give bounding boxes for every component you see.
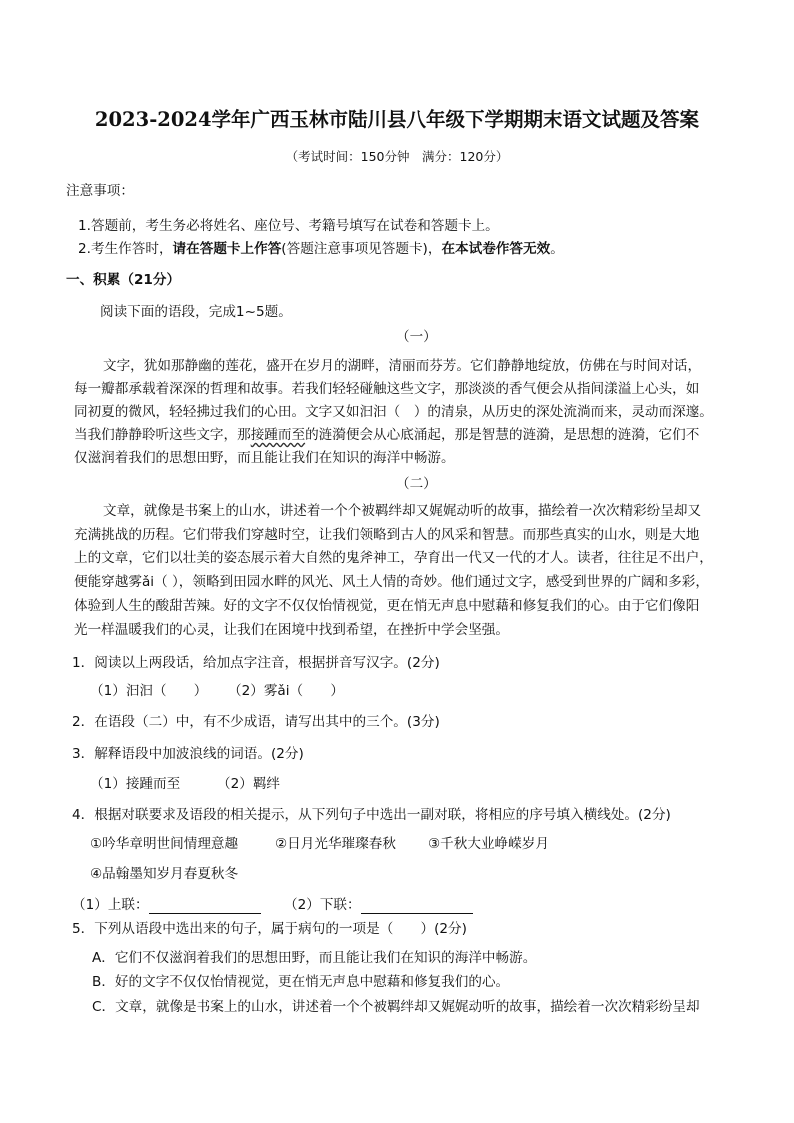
paragraph-line: 同初夏的微风，轻轻拂过我们的心田。文字又如汩汩（ ）的清泉，从历史的深处流淌而来，灵动而深邃。 <box>74 404 713 420</box>
label: （2）下联： <box>284 897 361 913</box>
notice-item-1: 1.答题前，考生务必将姓名、座位号、考籍号填写在试卷和答题卡上。 <box>78 218 499 234</box>
notice-text: 。 <box>550 241 564 257</box>
part2-label: （二） <box>396 476 437 492</box>
paragraph-line: 上的文章，它们以壮美的姿态展示着大自然的鬼斧神工，孕育出一代又一代的才人。读者，往往足不出户， <box>74 550 713 566</box>
paragraph-line: 体验到人生的酸甜苦辣。好的文字不仅仅怡情视觉，更在悄无声息中慰藉和修复我们的心。由于它们像阳 <box>74 598 700 614</box>
question-3-part-1: （1）接踵而至 <box>90 776 181 792</box>
question-1: 1．阅读以上两段话，给加点字注音，根据拼音写汉字。(2分) <box>72 655 440 671</box>
option: ①吟华章明世间情理意趣 <box>90 836 239 852</box>
text: 当我们静静聆听这些文字，那 <box>74 427 251 443</box>
notice-bold: 请在答题卡上作答 <box>172 241 282 257</box>
paragraph-line: 文字，犹如那静幽的莲花，盛开在岁月的湖畔，清丽而芬芳。它们静静地绽放，仿佛在与时间对话， <box>103 358 702 374</box>
document-title: 2023-2024学年广西玉林市陆川县八年级下学期期末语文试题及答案 <box>94 108 700 131</box>
paragraph-line: 充满挑战的历程。它们带我们穿越时空，让我们领略到古人的风采和智慧。而那些真实的山水，则是大地 <box>74 527 700 543</box>
paragraph-line: 光一样温暖我们的心灵，让我们在困境中找到希望，在挫折中学会坚强。 <box>74 622 509 638</box>
answer-blank-upper[interactable] <box>149 899 261 914</box>
notice-heading: 注意事项： <box>66 183 134 199</box>
notice-item-2 <box>78 240 564 258</box>
question-2: 2．在语段（二）中，有不少成语，请写出其中的三个。(3分) <box>72 714 440 730</box>
label: （1）上联： <box>72 897 149 913</box>
paragraph-line: 文章，就像是书案上的山水，讲述着一个个被羁绊却又娓娓动听的故事，描绘着一次次精彩纷呈却又 <box>103 503 702 519</box>
option: C．文章，就像是书案上的山水，讲述着一个个被羁绊却又娓娓动听的故事，描绘着一次次精彩纷呈却 <box>92 999 700 1015</box>
section-intro: 阅读下面的语段，完成1~5题。 <box>100 304 292 320</box>
question-3: 3．解释语段中加波浪线的词语。(2分) <box>72 746 304 762</box>
paragraph-line: 便能穿越雾ǎi（ ），领略到田园水畔的风光、风土人情的奇妙。他们通过文字，感受到世界的广阔和多彩， <box>74 574 709 590</box>
option: A．它们不仅滋润着我们的思想田野，而且能让我们在知识的海洋中畅游。 <box>92 950 537 966</box>
question-1-part-1: （1）汩汩（ ） <box>90 683 208 699</box>
paragraph-line: 仅滋润着我们的思想田野，而且能让我们在知识的海洋中畅游。 <box>74 450 455 466</box>
paragraph-line: 每一瓣都承载着深深的哲理和故事。若我们轻轻碰触这些文字，那淡淡的香气便会从指间漾溢上心头，如 <box>74 381 700 397</box>
notice-text: 2.考生作答时， <box>78 241 173 257</box>
notice-bold: 在本试卷作答无效 <box>441 241 551 257</box>
option: B．好的文字不仅仅怡情视觉，更在悄无声息中慰藉和修复我们的心。 <box>92 974 510 990</box>
question-3-part-2: （2）羁绊 <box>217 776 281 792</box>
answer-blank-lower[interactable] <box>361 899 473 914</box>
part1-label: （一） <box>396 329 437 345</box>
question-4: 4．根据对联要求及语段的相关提示，从下列句子中选出一副对联，将相应的序号填入横线处。(2分) <box>72 807 671 823</box>
option: ③千秋大业峥嵘岁月 <box>428 836 549 852</box>
question-1-part-2: （2）雾ǎi（ ） <box>228 683 344 699</box>
text: 的涟漪便会从心底涌起，那是智慧的涟漪，是思想的涟漪，它们不 <box>305 427 700 443</box>
section-heading: 一、积累（21分） <box>66 272 181 288</box>
answer-lower <box>284 896 473 914</box>
wavy-underlined-word: 接踵而至 <box>250 427 306 443</box>
question-5: 5．下列从语段中选出来的句子，属于病句的一项是（ ）(2分) <box>72 921 467 937</box>
answer-upper <box>72 896 261 914</box>
paragraph-line <box>74 426 699 444</box>
exam-info: （考试时间：150分钟 满分：120分） <box>285 149 509 164</box>
option: ②日月光华璀璨春秋 <box>275 836 396 852</box>
option: ④品翰墨知岁月春夏秋冬 <box>90 866 239 882</box>
notice-text: (答题注意事项见答题卡)， <box>281 241 442 257</box>
